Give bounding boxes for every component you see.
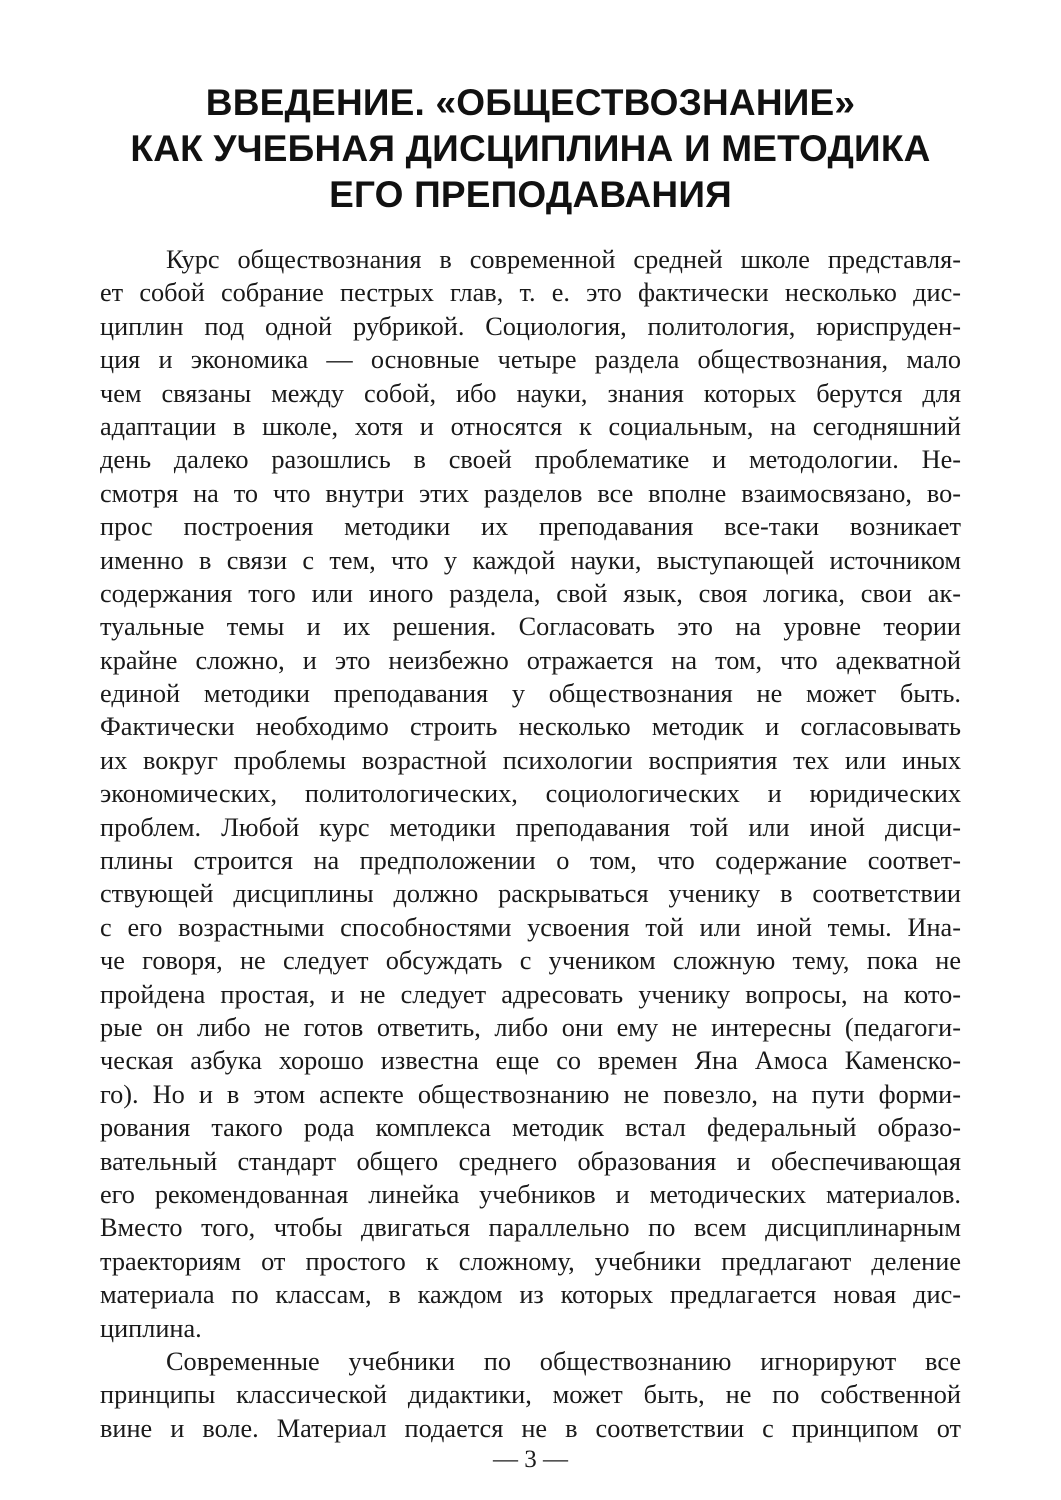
- text-line: чем связаны между собой, ибо науки, знания которых берутся для: [100, 378, 961, 408]
- text-line: экономических, политологических, социологических и юридических: [100, 779, 961, 809]
- text-line: че говоря, не следует обсуждать с учеником сложную тему, пока не: [100, 946, 961, 976]
- text-line: принципы классической дидактики, может быть, не по собственной: [100, 1380, 961, 1410]
- text-line: Фактически необходимо строить несколько методик и согласовывать: [100, 712, 961, 742]
- text-line: смотря на то что внутри этих разделов все вполне взаимосвязано, во-: [100, 478, 961, 508]
- text-line: плины строится на предположении о том, что содержание соответ-: [100, 846, 961, 876]
- text-line: Современные учебники по обществознанию игнорируют все: [166, 1346, 961, 1376]
- text-line: пройдена простая, и не следует адресовать ученику вопросы, на кото-: [100, 979, 961, 1009]
- text-line: вательный стандарт общего среднего образования и обеспечивающая: [100, 1146, 961, 1176]
- chapter-title: [100, 80, 961, 218]
- text-line: материала по классам, в каждом из которых предлагается новая дис-: [100, 1280, 961, 1310]
- chapter-title-line-1: ВВЕДЕНИЕ. «ОБЩЕСТВОЗНАНИЕ»: [205, 82, 856, 123]
- text-line: с его возрастными способностями усвоения той или иной темы. Ина-: [100, 912, 961, 942]
- text-line: го). Но и в этом аспекте обществознанию не повезло, на пути форми-: [100, 1079, 961, 1109]
- text-line: ческая азбука хорошо известна еще со времен Яна Амоса Каменско-: [100, 1046, 961, 1076]
- text-line: именно в связи с тем, что у каждой науки, выступающей источником: [100, 545, 961, 575]
- text-line: циплина.: [100, 1313, 202, 1343]
- text-line: вине и воле. Материал подается не в соответствии с принципом от: [100, 1413, 961, 1443]
- page-number: — 3 —: [493, 1446, 568, 1473]
- text-line: Вместо того, чтобы двигаться параллельно по всем дисциплинарным: [100, 1213, 961, 1243]
- text-line: содержания того или иного раздела, свой язык, своя логика, свои ак-: [100, 578, 961, 608]
- text-line: единой методики преподавания у обществознания не может быть.: [100, 679, 961, 709]
- text-line: прос построения методики их преподавания все-таки возникает: [100, 512, 961, 542]
- body-text: [100, 243, 961, 1445]
- text-line: день далеко разошлись в своей проблематике и методологии. Не-: [100, 445, 961, 475]
- chapter-title-line-2: КАК УЧЕБНАЯ ДИСЦИПЛИНА И МЕТОДИКА: [130, 128, 931, 169]
- text-line: адаптации в школе, хотя и относятся к социальным, на сегодняшний: [100, 411, 961, 441]
- text-line: Курс обществознания в современной средней школе представля-: [166, 245, 961, 274]
- chapter-title-line-3: ЕГО ПРЕПОДАВАНИЯ: [329, 174, 732, 215]
- text-line: траекториям от простого к сложному, учебники предлагают деление: [100, 1246, 961, 1276]
- paragraph-2: [100, 1345, 961, 1445]
- text-line: ет собой собрание пестрых глав, т. е. это фактически несколько дис-: [100, 278, 961, 308]
- text-line: рования такого рода комплекса методик встал федеральный образо-: [100, 1113, 961, 1143]
- text-line: циплин под одной рубрикой. Социология, политология, юриспруден-: [100, 311, 961, 341]
- text-line: его рекомендованная линейка учебников и методических материалов.: [100, 1179, 961, 1209]
- text-line: крайне сложно, и это неизбежно отражается на том, что адекватной: [100, 645, 961, 675]
- text-line: проблем. Любой курс методики преподавания той или иной дисци-: [100, 812, 961, 842]
- text-line: ция и экономика — основные четыре раздела обществознания, мало: [100, 345, 961, 375]
- paragraph-1: [100, 243, 961, 1345]
- text-line: их вокруг проблемы возрастной психологии восприятия тех или иных: [100, 745, 961, 775]
- text-line: ствующей дисциплины должно раскрываться ученику в соответствии: [100, 879, 961, 909]
- text-line: туальные темы и их решения. Согласовать это на уровне теории: [100, 612, 961, 642]
- text-line: рые он либо не готов ответить, либо они ему не интересны (педагоги-: [100, 1012, 961, 1042]
